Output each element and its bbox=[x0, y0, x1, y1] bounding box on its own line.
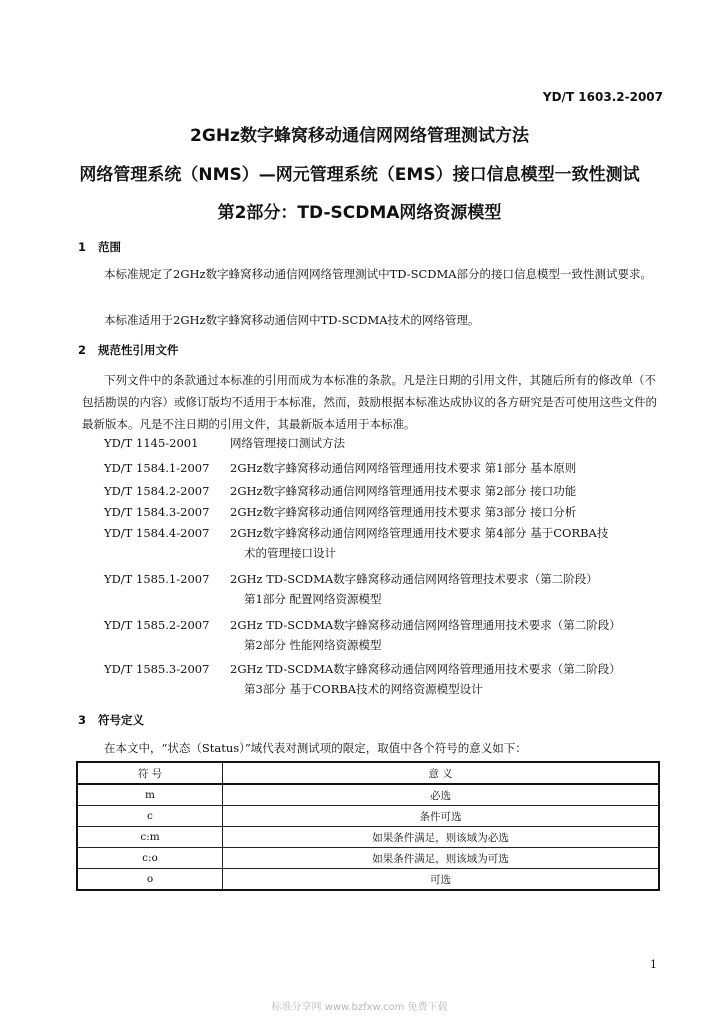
section-2-paragraph bbox=[82, 369, 662, 435]
table-header-row bbox=[77, 762, 659, 784]
standard-code: YD/T 1603.2-2007 bbox=[542, 90, 663, 104]
section-1-heading bbox=[78, 239, 121, 255]
section-3-intro: 在本文中，“状态（Status）”域代表对测试项的限定，取值中各个符号的意义如下： bbox=[104, 741, 527, 755]
table-cell-meaning: 可选 bbox=[223, 869, 660, 891]
section-3-heading bbox=[78, 712, 144, 728]
table-header-symbol: 符 号 bbox=[77, 762, 223, 784]
table-row bbox=[77, 784, 659, 806]
reference-title: 2GHz TD-SCDMA数字蜂窝移动通信网网络管理通用技术要求（第二阶段） bbox=[230, 618, 621, 632]
section-1-number: 1 bbox=[78, 240, 87, 254]
reference-title: 2GHz数字蜂窝移动通信网网络管理通用技术要求 第1部分 基本原则 bbox=[230, 461, 577, 475]
reference-title-continued: 第1部分 配置网络资源模型 bbox=[244, 592, 382, 606]
section-1-paragraph-1 bbox=[82, 263, 662, 285]
section-1-title: 范围 bbox=[98, 240, 121, 254]
table-cell-symbol: c:m bbox=[77, 827, 223, 848]
table-row bbox=[77, 869, 659, 891]
watermark-text: 标准分享网 www.bzfxw.com 免费下载 bbox=[271, 1002, 448, 1013]
reference-title: 2GHz数字蜂窝移动通信网网络管理通用技术要求 第3部分 接口分析 bbox=[230, 505, 577, 519]
table-row bbox=[77, 848, 659, 869]
section-2-heading bbox=[78, 342, 179, 358]
section-3-title: 符号定义 bbox=[98, 713, 144, 727]
reference-title: 2GHz TD-SCDMA数字蜂窝移动通信网网络管理技术要求（第二阶段） bbox=[230, 572, 598, 586]
section-1-paragraph-1-text: 本标准规定了2GHz数字蜂窝移动通信网网络管理测试中TD-SCDMA部分的接口信息模型一致性测试要求。 bbox=[104, 267, 653, 281]
section-2-title: 规范性引用文件 bbox=[98, 343, 179, 357]
reference-code: YD/T 1145-2001 bbox=[104, 436, 199, 450]
section-2-number: 2 bbox=[78, 343, 87, 357]
table-cell-meaning: 如果条件满足，则该域为可选 bbox=[223, 848, 660, 869]
section-2-paragraph-text: 下列文件中的条款通过本标准的引用而成为本标准的条款。凡是注日期的引用文件，其随后所有的修改单（不包括勘误的内容）或修订版均不适用于本标准，然而，鼓励根据本标准达成协议的各方研究是否可使用这些文件的最新版本。凡是不注日期的引用文件，其最新版本适用于本标准。 bbox=[82, 373, 657, 431]
table-cell-meaning: 必选 bbox=[223, 784, 660, 806]
table-cell-symbol: m bbox=[77, 784, 223, 806]
table-cell-symbol: c bbox=[77, 806, 223, 827]
reference-code: YD/T 1585.1-2007 bbox=[104, 572, 210, 586]
section-3-number: 3 bbox=[78, 713, 87, 727]
title-line-3: 第2部分：TD-SCDMA网络资源模型 bbox=[217, 203, 502, 223]
table-cell-meaning: 条件可选 bbox=[223, 806, 660, 827]
reference-title: 2GHz数字蜂窝移动通信网网络管理通用技术要求 第4部分 基于CORBA技 bbox=[230, 526, 609, 540]
title-line-1: 2GHz数字蜂窝移动通信网网络管理测试方法 bbox=[190, 126, 529, 146]
reference-title: 网络管理接口测试方法 bbox=[230, 436, 345, 450]
page-number: 1 bbox=[650, 958, 657, 971]
table-header-meaning: 意 义 bbox=[223, 762, 660, 784]
table-cell-symbol: c:o bbox=[77, 848, 223, 869]
table-cell-symbol: o bbox=[77, 869, 223, 891]
reference-title: 2GHz TD-SCDMA数字蜂窝移动通信网网络管理通用技术要求（第二阶段） bbox=[230, 662, 621, 676]
reference-code: YD/T 1584.4-2007 bbox=[104, 526, 210, 540]
section-1-paragraph-2 bbox=[82, 309, 662, 331]
table-row bbox=[77, 806, 659, 827]
title-line-2: 网络管理系统（NMS）—网元管理系统（EMS）接口信息模型一致性测试 bbox=[79, 165, 640, 185]
reference-code: YD/T 1584.3-2007 bbox=[104, 505, 210, 519]
section-1-paragraph-2-text: 本标准适用于2GHz数字蜂窝移动通信网中TD-SCDMA技术的网络管理。 bbox=[104, 313, 480, 327]
reference-title: 2GHz数字蜂窝移动通信网网络管理通用技术要求 第2部分 接口功能 bbox=[230, 484, 577, 498]
reference-code: YD/T 1584.1-2007 bbox=[104, 461, 210, 475]
reference-code: YD/T 1584.2-2007 bbox=[104, 484, 210, 498]
reference-title-continued: 术的管理接口设计 bbox=[244, 546, 336, 560]
reference-code: YD/T 1585.3-2007 bbox=[104, 662, 210, 676]
table-cell-meaning: 如果条件满足，则该域为必选 bbox=[223, 827, 660, 848]
reference-code: YD/T 1585.2-2007 bbox=[104, 618, 210, 632]
table-row bbox=[77, 827, 659, 848]
symbol-definition-table bbox=[76, 761, 660, 891]
reference-title-continued: 第3部分 基于CORBA技术的网络资源模型设计 bbox=[244, 682, 483, 696]
reference-title-continued: 第2部分 性能网络资源模型 bbox=[244, 638, 382, 652]
